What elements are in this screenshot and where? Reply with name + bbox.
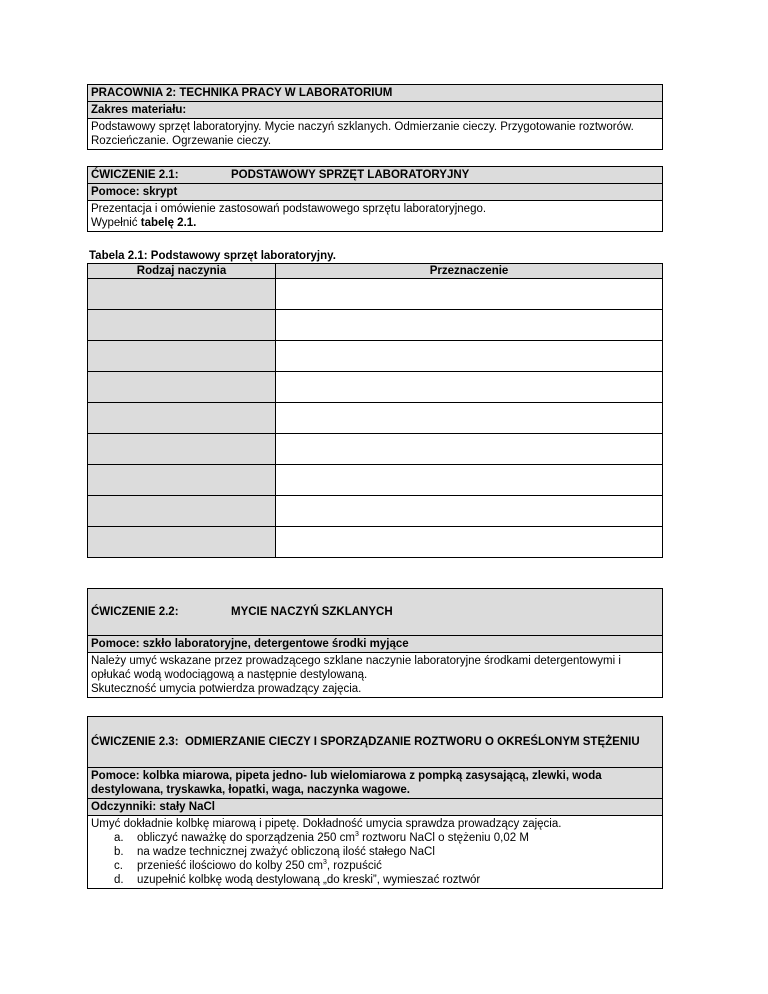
- step-letter: c.: [114, 860, 123, 872]
- table-row: [88, 465, 663, 496]
- step-item: [114, 845, 659, 859]
- vessel-type-cell[interactable]: [88, 527, 276, 558]
- exercise-2-3-aids: Pomoce: kolbka miarowa, pipeta jedno- lub wielomiarowa z pompką zasysającą, zlewki, woda destylowana, tryskawka, łopatki, waga, naczynka wagowe.: [88, 768, 662, 799]
- column-header-vessel-type: Rodzaj naczynia: [88, 264, 276, 279]
- step-text-tail: roztworu NaCl o stężeniu 0,02 M: [358, 832, 529, 844]
- step-item: [114, 873, 659, 887]
- vessel-type-cell[interactable]: [88, 403, 276, 434]
- exercise-2-2-text2: Skuteczność umycia potwierdza prowadzący zajęcia.: [91, 683, 362, 695]
- purpose-cell[interactable]: [276, 372, 663, 403]
- step-letter: b.: [114, 846, 124, 858]
- exercise-2-3-number: ĆWICZENIE 2.3:: [91, 736, 179, 748]
- step-letter: a.: [114, 832, 124, 844]
- vessel-type-cell[interactable]: [88, 496, 276, 527]
- step-text: obliczyć naważkę do sporządzenia 250 cm: [137, 832, 355, 844]
- table-row: [88, 341, 663, 372]
- lab-scope-box: [87, 84, 663, 150]
- purpose-cell[interactable]: [276, 279, 663, 310]
- exercise-2-3-intro: Umyć dokładnie kolbkę miarową i pipetę. Dokładność umycia sprawdza prowadzący zajęcia.: [91, 818, 562, 830]
- table-row: [88, 403, 663, 434]
- exercise-2-1-title: PODSTAWOWY SPRZĘT LABORATORYJNY: [231, 169, 470, 181]
- purpose-cell[interactable]: [276, 310, 663, 341]
- vessel-type-cell[interactable]: [88, 434, 276, 465]
- equipment-table: [87, 263, 663, 558]
- vessel-type-cell[interactable]: [88, 372, 276, 403]
- exercise-2-1-aids: Pomoce: skrypt: [88, 184, 662, 201]
- scope-text: Podstawowy sprzęt laboratoryjny. Mycie naczyń szklanych. Odmierzanie cieczy. Przygotowanie roztworów. Rozcieńczanie. Ogrzewanie cieczy.: [91, 121, 634, 147]
- table-row: [88, 310, 663, 341]
- exercise-2-3-steps: [91, 831, 659, 887]
- exercise-2-2-title: MYCIE NACZYŃ SZKLANYCH: [231, 606, 393, 618]
- step-superscript: 3: [323, 859, 327, 867]
- purpose-cell[interactable]: [276, 434, 663, 465]
- scope-label: Zakres materiału:: [88, 102, 662, 119]
- exercise-2-1-line2: [91, 216, 659, 230]
- exercise-2-3-reagents: Odczynniki: stały NaCl: [88, 799, 662, 816]
- step-superscript: 3: [354, 831, 359, 839]
- vessel-type-cell[interactable]: [88, 310, 276, 341]
- table-row: [88, 279, 663, 310]
- step-item: [114, 831, 659, 845]
- vessel-type-cell[interactable]: [88, 465, 276, 496]
- vessel-type-cell[interactable]: [88, 341, 276, 372]
- step-text: przenieść ilościowo do kolby 250 cm: [137, 860, 324, 872]
- table-row: [88, 496, 663, 527]
- table-header-row: [88, 264, 663, 279]
- step-text-tail: , rozpuścić: [326, 860, 382, 872]
- purpose-cell[interactable]: [276, 341, 663, 372]
- exercise-2-1-header: [88, 167, 662, 184]
- purpose-cell[interactable]: [276, 527, 663, 558]
- table-row: [88, 434, 663, 465]
- table-caption: Tabela 2.1: Podstawowy sprzęt laboratoryjny.: [89, 250, 336, 262]
- exercise-2-2-description: [88, 653, 662, 697]
- step-item: [114, 859, 659, 873]
- vessel-type-cell[interactable]: [88, 279, 276, 310]
- purpose-cell[interactable]: [276, 465, 663, 496]
- purpose-cell[interactable]: [276, 403, 663, 434]
- exercise-2-3-box: [87, 716, 663, 889]
- exercise-2-1-line1: Prezentacja i omówienie zastosowań podstawowego sprzętu laboratoryjnego.: [91, 203, 487, 215]
- exercise-2-1-description: [88, 201, 662, 231]
- exercise-2-2-aids: Pomoce: szkło laboratoryjne, detergentowe środki myjące: [88, 636, 662, 653]
- exercise-2-3-description: [88, 816, 662, 888]
- exercise-2-2-text1: Należy umyć wskazane przez prowadzącego szklane naczynie laboratoryjne środkami detergentowymi i opłukać wodą wodociągową a następnie destylowaną.: [91, 655, 621, 681]
- step-text: na wadze technicznej zważyć obliczoną ilość stałego NaCl: [137, 846, 435, 858]
- exercise-2-3-header: [88, 717, 662, 768]
- exercise-2-2-box: [87, 588, 663, 698]
- table-reference: tabelę 2.1.: [140, 217, 197, 229]
- exercise-2-1-number: ĆWICZENIE 2.1:: [91, 169, 179, 181]
- exercise-2-3-title: ODMIERZANIE CIECZY I SPORZĄDZANIE ROZTWORU O OKREŚLONYM STĘŻENIU: [184, 736, 640, 748]
- exercise-2-2-header: [88, 589, 662, 636]
- column-header-purpose: Przeznaczenie: [276, 264, 663, 279]
- table-row: [88, 527, 663, 558]
- step-letter: d.: [114, 874, 124, 886]
- exercise-2-2-number: ĆWICZENIE 2.2:: [91, 606, 179, 618]
- table-row: [88, 372, 663, 403]
- line2-text: Wypełnić: [91, 217, 141, 229]
- lab-title: PRACOWNIA 2: TECHNIKA PRACY W LABORATORIUM: [88, 85, 662, 102]
- exercise-2-1-box: [87, 166, 663, 232]
- step-text: uzupełnić kolbkę wodą destylowaną „do kreski”, wymieszać roztwór: [137, 874, 481, 886]
- purpose-cell[interactable]: [276, 496, 663, 527]
